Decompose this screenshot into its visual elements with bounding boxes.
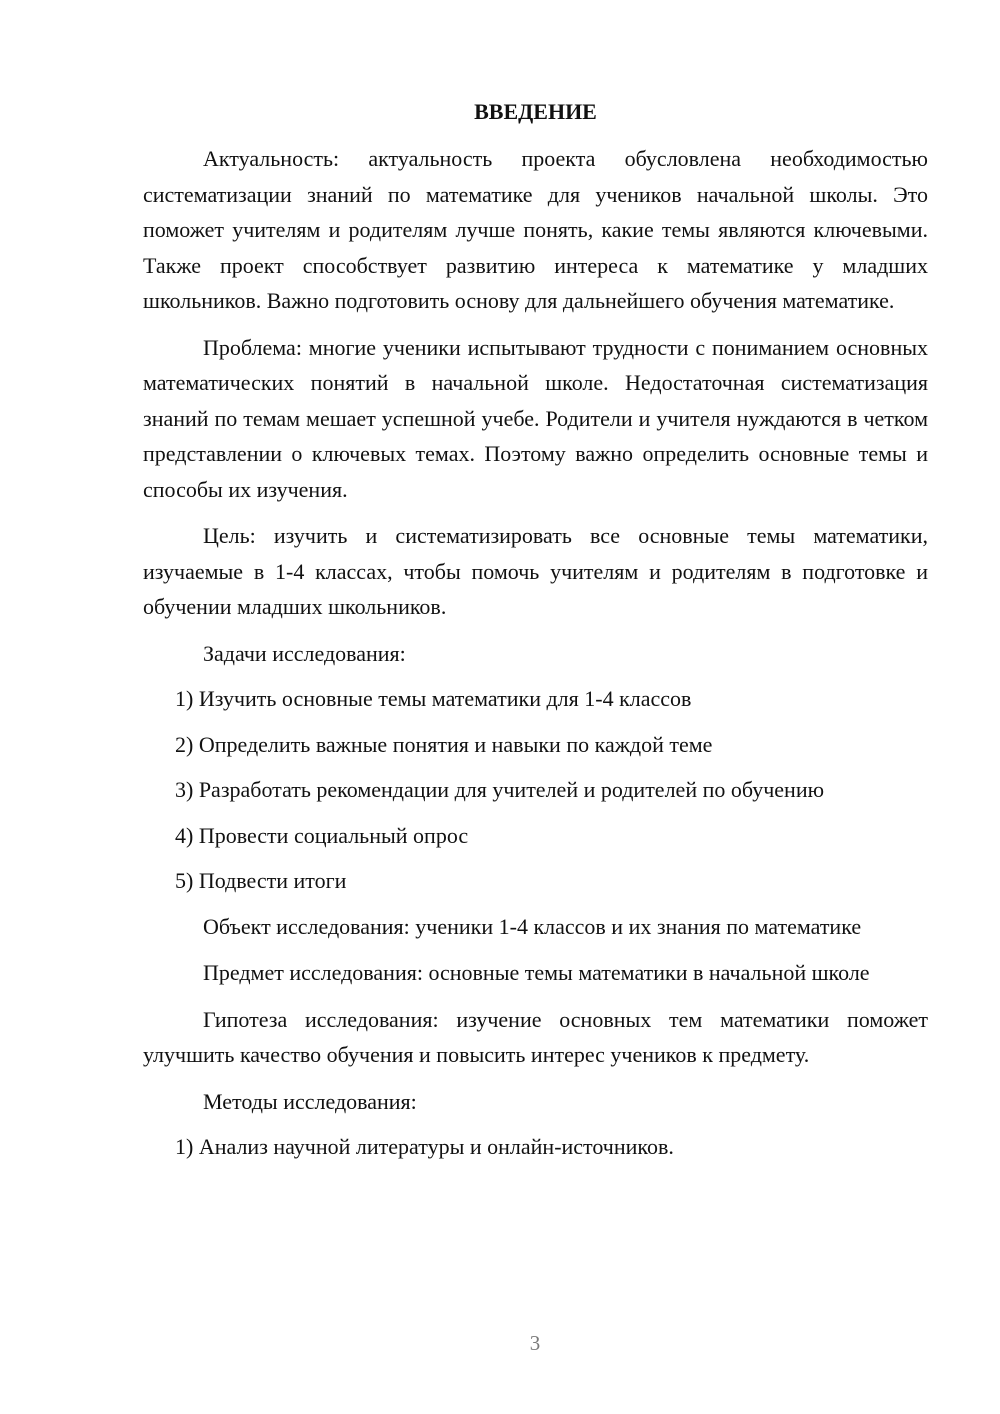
list-item: 1) Анализ научной литературы и онлайн-источников.	[175, 1134, 674, 1159]
page-number: 3	[529, 1331, 541, 1355]
section-heading: ВВЕДЕНИЕ	[474, 99, 597, 124]
problem-paragraph: Проблема: многие ученики испытывают трудности с пониманием основных математических понятий в начальной школе. Недостаточная систематизация знаний по темам мешает успешной учебе. Родители и учителя нуждаются в четком представлении о ключевых темах. Поэтому важно определить основные темы и способы их изучения.	[143, 334, 928, 502]
object-paragraph: Объект исследования: ученики 1-4 классов и их знания по математике	[203, 913, 862, 939]
list-item: 4) Провести социальный опрос	[175, 822, 469, 848]
hypothesis-paragraph: Гипотеза исследования: изучение основных тем математики поможет улучшить качество обучения и повысить интерес учеников к предмету.	[143, 1006, 928, 1067]
list-item: 5) Подвести итоги	[175, 868, 347, 893]
list-item: 2) Определить важные понятия и навыки по каждой теме	[175, 731, 713, 757]
tasks-label: Задачи исследования:	[203, 640, 406, 666]
list-item: 1) Изучить основные темы математики для 1-4 классов	[175, 686, 692, 711]
document-page	[143, 94, 928, 1175]
subject-paragraph: Предмет исследования: основные темы математики в начальной школе	[203, 960, 870, 985]
goal-paragraph: Цель: изучить и систематизировать все основные темы математики, изучаемые в 1-4 классах, чтобы помочь учителям и родителям в подготовке и обучении младших школьников.	[143, 523, 928, 619]
tasks-list	[143, 681, 928, 899]
methods-label: Методы исследования:	[203, 1088, 417, 1114]
list-item: 3) Разработать рекомендации для учителей и родителей по обучению	[175, 777, 825, 802]
methods-list	[143, 1129, 928, 1165]
relevance-paragraph: Актуальность: актуальность проекта обусловлена необходимостью систематизации знаний по математике для учеников начальной школы. Это поможет учителям и родителям лучше понять, какие темы являются ключевыми. Также проект способствует развитию интереса к математике у младших школьников. Важно подготовить основу для дальнейшего обучения математике.	[143, 146, 928, 313]
